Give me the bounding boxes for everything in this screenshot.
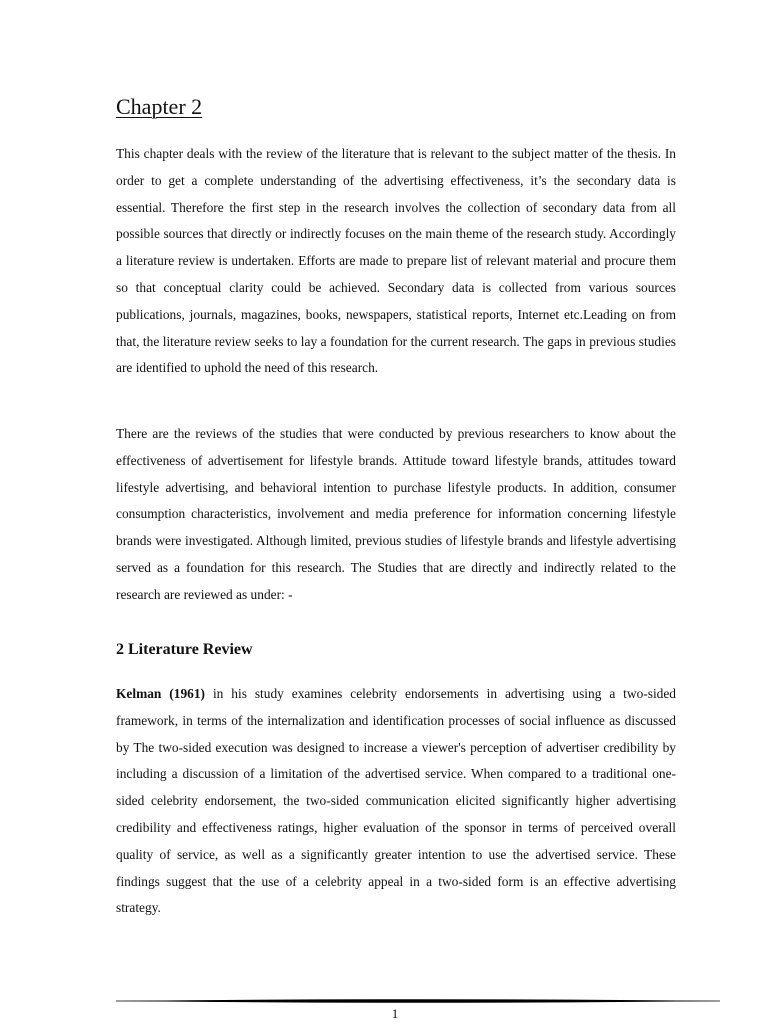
studies-paragraph: There are the reviews of the studies that were conducted by previous researchers to know about the effectiveness of advertisement for lifestyle brands. Attitude toward lifestyle brands, attitudes toward lifestyle advertising, and behavioral intention to purchase lifestyle products. In addition, consumer consumption characteristics, involvement and media preference for information concerning lifestyle brands were investigated. Although limited, previous studies of lifestyle brands and lifestyle advertising served as a foundation for this research. The Studies that are directly and indirectly related to the research are reviewed as under: - <box>116 426 676 602</box>
intro-paragraph: This chapter deals with the review of the literature that is relevant to the subject matter of the thesis. In order to get a complete understanding of the advertising effectiveness, it’s the secondary data is essential. Therefore the first step in the research involves the collection of secondary data from all possible sources that directly or indirectly focuses on the main theme of the research study. Accordingly a literature review is undertaken. Efforts are made to prepare list of relevant material and procure them so that conceptual clarity could be achieved. Secondary data is collected from various sources publications, journals, magazines, books, newspapers, statistical reports, Internet etc.Leading on from that, the literature review seeks to lay a foundation for the current research. The gaps in previous studies are identified to uphold the need of this research. <box>116 146 676 376</box>
kelman-paragraph-body: in his study examines celebrity endorsements in advertising using a two-sided framework, in terms of the internalization and identification processes of social influence as discussed by The two-sided execution was designed to increase a viewer's perception of advertiser credibility by including a discussion of a limitation of the advertised service. When compared to a traditional one-sided celebrity endorsement, the two-sided communication elicited significantly higher advertising credibility and effectiveness ratings, higher evaluation of the sponsor in terms of perceived overall quality of service, as well as a significantly greater intention to use the advertised service. These findings suggest that the use of a celebrity appeal in a two-sided form is an effective advertising strategy. <box>116 686 676 916</box>
page-number: 1 <box>391 1006 399 1021</box>
chapter-title: Chapter 2 <box>116 94 203 119</box>
author-citation: Kelman (1961) <box>116 686 206 701</box>
section-heading: 2 Literature Review <box>116 641 253 658</box>
kelman-paragraph <box>116 681 676 922</box>
footer-rule <box>116 998 720 1004</box>
